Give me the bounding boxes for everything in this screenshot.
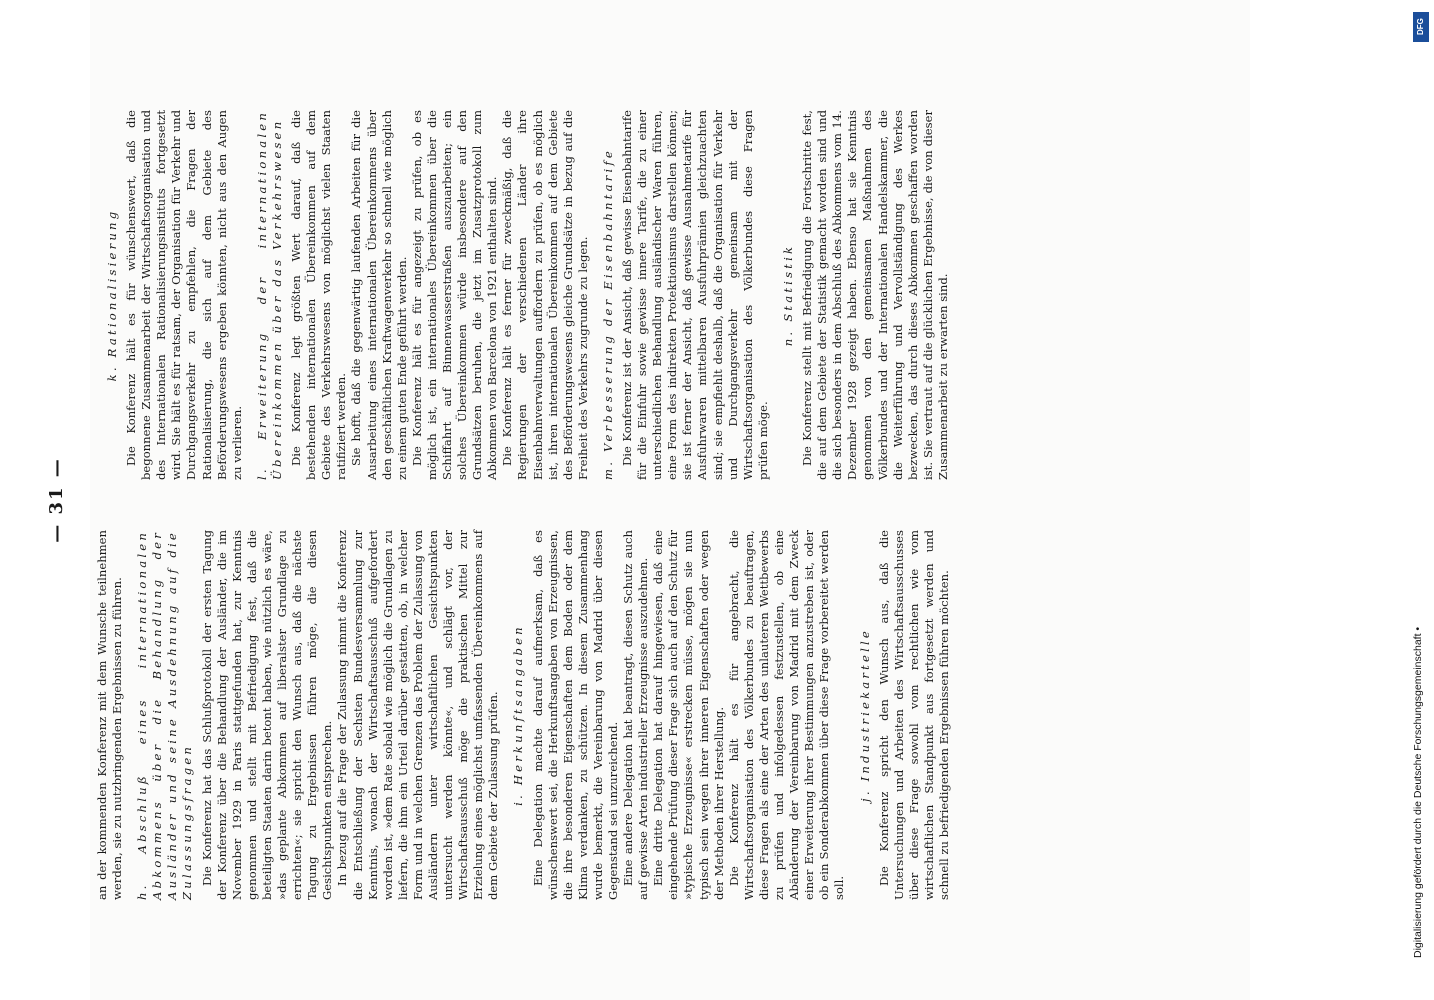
section-i-heading: i. Herkunftsangaben [511, 624, 526, 806]
section-n-paragraph-1: Die Konferenz stellt mit Befriedigung die Fortschritte fest, die auf dem Gebiete der Statistik gemacht worden sind und die sich besonders in dem Abschluß des Abkommens vom 14. Dezember 1928 gezeigt haben. Ebenso hat sie Kenntnis genommen von den gemeinsamen Maßnahmen des Völkerbundes und der Internationalen Handelskammer, die die Weiterführung und Vervollständigung des Werkes bezwecken, das durch dieses Abkommen geschaffen worden ist. Sie vertraut auf die glücklichen Ergebnisse, die von dieser Zusammenarbeit zu erwarten sind. [800, 110, 950, 480]
section-l-paragraph-2: Sie hofft, daß die gegenwärtig laufenden Arbeiten für die Ausarbeitung eines internationalen Übereinkommens über den geschäftlichen Kraftwagenverkehr so schnell wie möglich zu einem guten Ende geführt werden. [349, 110, 409, 480]
right-column [95, 110, 951, 480]
section-j-paragraph-1: Die Konferenz spricht den Wunsch aus, daß die Untersuchungen und Arbeiten des Wirtschaftsausschusses über diese Frage sowohl vom rechtlichen wie vom wirtschaftlichen Standpunkt aus fortgesetzt werden und schnell zu befriedigenden Ergebnissen führen möchten. [876, 530, 951, 900]
section-i-paragraph-3: Eine dritte Delegation hat darauf hingewiesen, daß eine eingehende Prüfung dieser Frage sich auch auf den Schutz für »typische Erzeugnisse« erstrecken müsse, mögen sie nun typisch sein wegen ihrer inneren Eigenschaften oder wegen der Methoden ihrer Herstellung. [651, 530, 726, 900]
section-h-heading: h. Abschluß eines internationalen Abkommens über die Behandlung der Ausländer und seine Ausdehnung auf die Zulassungsfragen [135, 530, 195, 900]
section-i-paragraph-1: Eine Delegation machte darauf aufmerksam, daß es wünschenswert sei, die Herkunftsangaben von Erzeugnissen, die ihre besonderen Eigenschaften dem Boden oder dem Klima verdanken, zu schützen. In diesem Zusammenhang wurde bemerkt, die Vereinbarung von Madrid über diesen Gegenstand sei unzureichend. [530, 530, 620, 900]
section-j-heading: j. Industriekartelle [857, 628, 872, 802]
digitization-credit [1412, 8, 1432, 998]
section-m-paragraph-1: Die Konferenz ist der Ansicht, daß gewisse Eisenbahntarife für die Einfuhr sowie gewisse innere Tarife, die zu einer unterschiedlichen Behandlung ausländischer Waren führen, eine Form des indirekten Protektionismus darstellen können; sie ist ferner der Ansicht, daß gewisse Ausnahmetarife für Ausfuhrwaren mittelbaren Ausfuhrprämien gleichzuachten sind; sie empfiehlt deshalb, daß die Organisation für Verkehr und Durchgangsverkehr gemeinsam mit der Wirtschaftsorganisation des Völkerbundes diese Fragen prüfen möge. [620, 110, 770, 480]
section-n-heading: n. Statistik [780, 243, 795, 347]
section-k-heading: k. Rationalisierung [105, 208, 119, 382]
scanned-page [46, 0, 1250, 1000]
section-l-paragraph-3: Die Konferenz hält es für angezeigt zu prüfen, ob es möglich ist, ein internationales Übereinkommen über die Schiffahrt auf Binnenwasserstraßen auszuarbeiten; ein solches Übereinkommen würde insbesondere auf den Grundsätzen beruhen, die jetzt im Zusatzprotokoll zum Abkommen von Barcelona von 1921 enthalten sind. [409, 110, 500, 480]
rotated-page-content [46, 100, 1245, 900]
section-l-paragraph-1: Die Konferenz legt größten Wert darauf, daß die bestehenden internationalen Übereinkommen auf dem Gebiete des Verkehrswesens von möglichst vielen Staaten ratifiziert werden. [289, 110, 349, 480]
digitization-note: Digitalisierung gefördert durch die Deutsche Forschungsgemeinschaft • [1412, 626, 1424, 958]
intro-paragraph: an der kommenden Konferenz mit dem Wunsche teilnehmen werden, sie zu nutzbringenden Ergebnissen zu führen. [95, 530, 125, 900]
dfg-logo: DFG [1413, 12, 1429, 42]
section-l-heading: l. Erweiterung der internationalen Übereinkommen über das Verkehrswesen [254, 110, 284, 480]
left-column [95, 530, 952, 900]
page-number: — 31 — [46, 457, 67, 543]
section-h-paragraph-2: In bezug auf die Frage der Zulassung nimmt die Konferenz die Entschließung der Sechsten Bundesversammlung zur Kenntnis, wonach der Wirtschaftsausschuß aufgefordert worden ist, »dem Rate sobald wie möglich die Grundlagen zu liefern, die ihm ein Urteil darüber gestatten, ob, in welcher Form und in welchen Grenzen das Problem der Zulassung von Ausländern unter wirtschaftlichen Gesichtspunkten untersucht werden könnte«, und schlägt vor, der Wirtschaftsausschuß möge die praktischen Mittel zur Erzielung eines möglichst umfassenden Übereinkommens auf dem Gebiete der Zulassung prüfen. [335, 530, 501, 900]
section-l-paragraph-4: Die Konferenz hält es ferner für zweckmäßig, daß die Regierungen der verschiedenen Länder ihre Eisenbahnverwaltungen auffordern zu prüfen, ob es möglich ist, ihren internationalen Übereinkommen auf dem Gebiete des Beförderungswesens gleiche Grundsätze in bezug auf die Freiheit des Verkehrs zugrunde zu legen. [500, 110, 590, 480]
section-m-heading: m. Verbesserung der Eisenbahntarife [600, 148, 615, 480]
section-h-paragraph-1: Die Konferenz hat das Schlußprotokoll der ersten Tagung der Konferenz über die Behandlung der Ausländer, die im November 1929 in Paris stattgefunden hat, zur Kenntnis genommen und stellt mit Befriedigung fest, daß die beteiligten Staaten darin betont haben, wie nützlich es wäre, »das geplante Abkommen auf liberalster Grundlage zu errichten«; sie spricht den Wunsch aus, daß die nächste Tagung zu Ergebnissen führen möge, die diesen Gesichtspunkten entsprechen. [199, 530, 335, 900]
section-k-paragraph-1: Die Konferenz hält es für wünschenswert, daß die begonnene Zusammenarbeit der Wirtschaftsorganisation und des Internationalen Rationalisierungsinstituts fortgesetzt wird. Sie hält es für ratsam, der Organisation für Verkehr und Durchgangsverkehr zu empfehlen, die Fragen der Rationalisierung, die sich auf dem Gebiete des Beförderungswesens ergeben könnten, nicht aus den Augen zu verlieren. [124, 110, 244, 480]
section-i-paragraph-4: Die Konferenz hält es für angebracht, die Wirtschaftsorganisation des Völkerbundes zu beauftragen, diese Fragen als eine der Arten des unlauteren Wettbewerbs zu prüfen und infolgedessen festzustellen, ob eine Abänderung der Vereinbarung von Madrid mit dem Zweck einer Erweiterung ihrer Bestimmungen anzustreben ist, oder ob ein Sonderabkommen über diese Frage vorbereitet werden soll. [726, 530, 847, 900]
section-i-paragraph-2: Eine andere Delegation hat beantragt, diesen Schutz auch auf gewisse Arten industrieller Erzeugnisse auszudehnen. [621, 530, 651, 900]
